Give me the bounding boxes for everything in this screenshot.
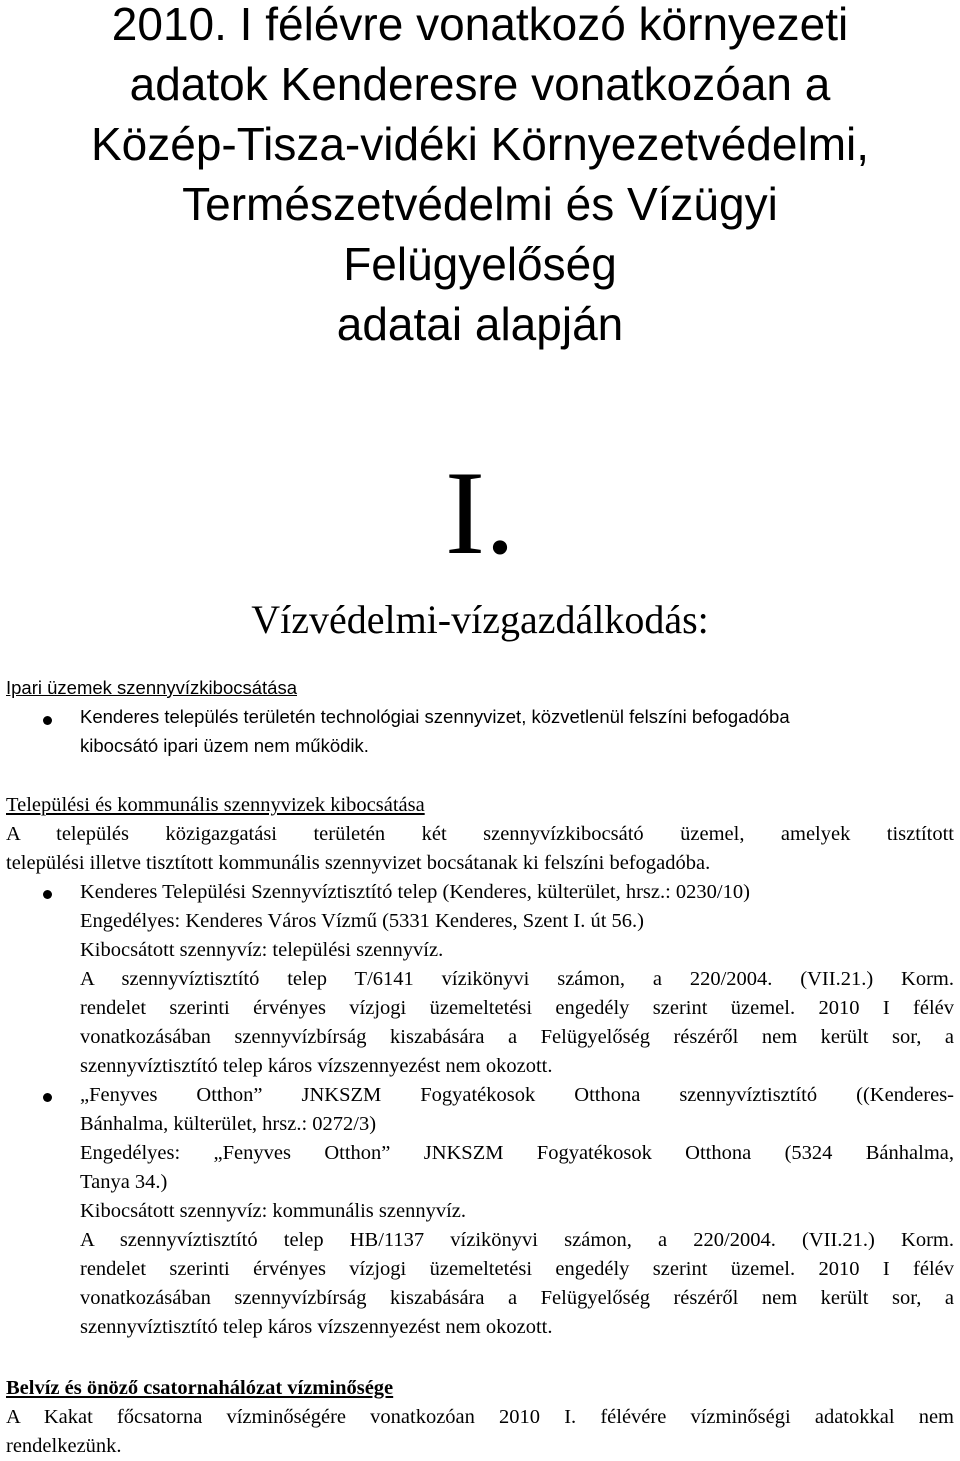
bullet-icon: [43, 890, 52, 899]
item1-line: A szennyvíztisztító telep T/6141 vízikönyvi számon, a 220/2004. (VII.21.) Korm.: [80, 968, 954, 990]
item1-line: Engedélyes: Kenderes Város Vízmű (5331 Kenderes, Szent I. út 56.): [80, 910, 644, 932]
document-title: [0, 0, 960, 354]
item1-line: Kibocsátott szennyvíz: települési szennyvíz.: [80, 939, 444, 961]
title-line: Közép-Tisza-vidéki Környezetvédelmi,: [90, 118, 870, 170]
item2-line: „Fenyves Otthon” JNKSZM Fogyatékosok Otthona szennyvíztisztító ((Kenderes-: [80, 1084, 954, 1106]
item2-line: A szennyvíztisztító telep HB/1137 vízikönyvi számon, a 220/2004. (VII.21.) Korm.: [80, 1229, 954, 1251]
municipal-heading: Települési és kommunális szennyvizek kibocsátása: [6, 794, 425, 816]
title-line: adatai alapján: [336, 298, 624, 350]
item1-line: szennyvíztisztító telep káros vízszennyezést nem okozott.: [80, 1055, 553, 1077]
municipal-intro-line: települési illetve tisztított kommunális szennyvizet bocsátanak ki felszíni befogadóba.: [6, 852, 711, 874]
item1-line: Kenderes Települési Szennyvíztisztító telep (Kenderes, külterület, hrsz.: 0230/10): [80, 881, 750, 903]
title-line: 2010. I félévre vonatkozó környezeti: [111, 0, 849, 50]
item2-line: szennyvíztisztító telep káros vízszennyezést nem okozott.: [80, 1316, 553, 1338]
bullet-icon: [43, 716, 52, 725]
chapter-number: I.: [445, 446, 515, 579]
title-line: adatok Kenderesre vonatkozóan a: [129, 58, 831, 110]
item1-line: rendelet szerinti érvényes vízjogi üzemeltetési engedély szerint üzemel. 2010 I félév: [80, 997, 954, 1019]
industrial-bullet-line: Kenderes település területén technológiai szennyvizet, közvetlenül felszíni befogadóba: [80, 706, 790, 727]
drainage-heading: Belvíz és önöző csatornahálózat vízminősége: [6, 1377, 394, 1399]
industrial-heading: Ipari üzemek szennyvízkibocsátása: [6, 677, 297, 698]
chapter-title: Vízvédelmi-vízgazdálkodás:: [251, 597, 709, 642]
item2-line: Engedélyes: „Fenyves Otthon” JNKSZM Fogyatékosok Otthona (5324 Bánhalma,: [80, 1142, 954, 1164]
item1-line: vonatkozásában szennyvízbírság kiszabására a Felügyelőség részéről nem került sor, a: [80, 1026, 954, 1048]
drainage-line: A Kakat főcsatorna vízminőségére vonatkozóan 2010 I. félévére vízminőségi adatokkal nem: [6, 1406, 954, 1428]
item2-line: Bánhalma, külterület, hrsz.: 0272/3): [80, 1113, 377, 1135]
title-line: Természetvédelmi és Vízügyi: [182, 178, 778, 230]
bullet-icon: [43, 1093, 52, 1102]
item2-line: Kibocsátott szennyvíz: kommunális szennyvíz.: [80, 1200, 467, 1222]
item2-line: rendelet szerinti érvényes vízjogi üzemeltetési engedély szerint üzemel. 2010 I félév: [80, 1258, 954, 1280]
item2-line: Tanya 34.): [80, 1171, 168, 1193]
industrial-bullet-line: kibocsátó ipari üzem nem működik.: [80, 735, 369, 756]
municipal-intro-line: A település közigazgatási területén két szennyvízkibocsátó üzemel, amelyek tisztított: [6, 823, 954, 845]
title-line: Felügyelőség: [343, 238, 617, 290]
drainage-line: rendelkezünk.: [6, 1435, 122, 1457]
item2-line: vonatkozásában szennyvízbírság kiszabására a Felügyelőség részéről nem került sor, a: [80, 1287, 954, 1309]
